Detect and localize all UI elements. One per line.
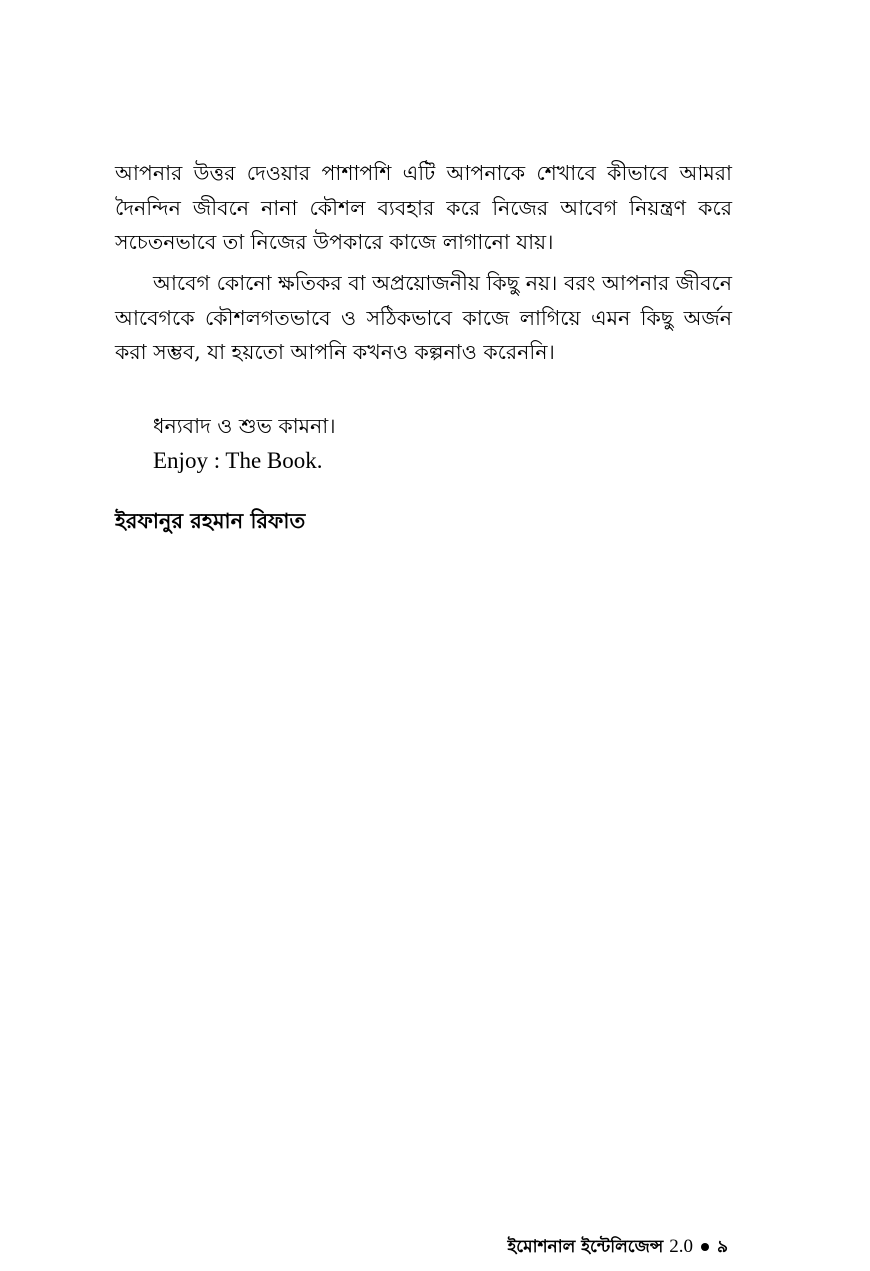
closing-enjoy: Enjoy : The Book. [153, 448, 323, 473]
footer-book-title: ইমোশনাল ইন্টেলিজেন্স [507, 1237, 664, 1257]
closing-thanks: ধন্যবাদ ও শুভ কামনা। [153, 414, 336, 438]
footer-edition: 2.0 [669, 1236, 693, 1257]
page-footer [507, 1233, 728, 1261]
paragraph-2: আবেগ কোনো ক্ষতিকর বা অপ্রয়োজনীয় কিছু নয়। বরং আপনার জীবনে আবেগকে কৌশলগতভাবে ও সঠিকভাবে কাজে লাগিয়ে এমন কিছু অর্জন করা সম্ভব, যা হয়তো আপনি কখনও কল্পনাও করেননি। [115, 271, 732, 364]
page-number: ৯ [716, 1237, 728, 1257]
paragraph-1: আপনার উত্তর দেওয়ার পাশাপশি এটি আপনাকে শেখাবে কীভাবে আমরা দৈনন্দিন জীবনে নানা কৌশল ব্যবহার করে নিজের আবেগ নিয়ন্ত্রণ করে সচেতনভাবে তা নিজের উপকারে কাজে লাগানো যায়। [115, 161, 732, 254]
bullet-separator-icon [701, 1243, 709, 1251]
author-signature: ইরফানুর রহমান রিফাত [115, 508, 306, 533]
